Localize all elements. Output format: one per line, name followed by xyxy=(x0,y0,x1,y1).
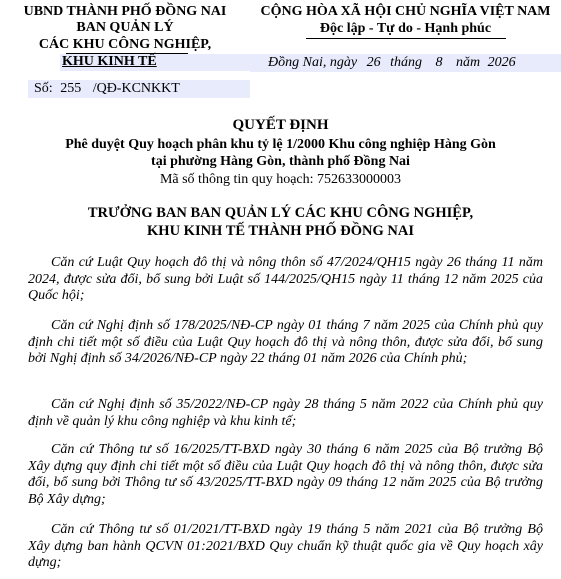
date-year: 2026 xyxy=(487,55,516,70)
planning-code: Mã số thông tin quy hoạch: 752633000003 xyxy=(159,172,402,187)
org-name-line4: KHU KINH TẾ xyxy=(62,54,157,69)
decision-subject-line2: tại phường Hàng Gòn, thành phố Đồng Nai xyxy=(151,154,410,169)
date-month: 8 xyxy=(435,55,443,70)
authority-line1: TRƯỞNG BAN BAN QUẢN LÝ CÁC KHU CÔNG NGHIỆP, xyxy=(87,205,474,221)
decision-subject-line1: Phê duyệt Quy hoạch phân khu tỷ lệ 1/2000 Khu công nghiệp Hàng Gòn xyxy=(65,137,496,152)
org-name-line2: BAN QUẢN LÝ xyxy=(76,20,174,35)
legal-basis-1: Căn cứ Luật Quy hoạch đô thị và nông thôn số 47/2024/QH15 ngày 26 tháng 11 năm 2024, được sửa đổi, bổ sung bởi Luật số 144/2025/QH15 ngày 11 tháng 12 năm 2025 của Quốc hội; xyxy=(28,255,543,303)
doc-number-suffix: /QĐ-KCNKKT xyxy=(92,81,180,96)
doc-number-prefix: Số: xyxy=(34,81,53,96)
national-motto: Độc lập - Tự do - Hạnh phúc xyxy=(319,21,492,36)
date-place: Đồng Nai, ngày xyxy=(268,55,358,70)
legal-basis-3: Căn cứ Nghị định số 35/2022/NĐ-CP ngày 28 tháng 5 năm 2022 của Chính phủ quy định về quản lý khu công nghiệp và khu kinh tế; xyxy=(28,397,543,429)
authority-line2: KHU KINH TẾ THÀNH PHỐ ĐỒNG NAI xyxy=(147,223,414,239)
doc-number-value: 255 xyxy=(60,81,82,96)
legal-basis-4: Căn cứ Thông tư số 16/2025/TT-BXD ngày 30 tháng 6 năm 2025 của Bộ trưởng Bộ Xây dựng quy định chi tiết một số điều của Luật Quy hoạch đô thị và nông thôn, được sửa đổi, bổ sung bởi Thông tư số 43/2025/TT-BXD ngày 09 tháng 12 năm 2025 của Bộ trưởng Bộ Xây dựng; xyxy=(28,442,543,507)
motto-underline xyxy=(306,38,506,39)
country-name: CỘNG HÒA XÃ HỘI CHỦ NGHĨA VIỆT NAM xyxy=(260,4,551,19)
org-name-line3: CÁC KHU CÔNG NGHIỆP, xyxy=(38,37,212,52)
issue-date xyxy=(268,55,516,71)
legal-basis-5: Căn cứ Thông tư số 01/2021/TT-BXD ngày 19 tháng 5 năm 2021 của Bộ trưởng Bộ Xây dựng ban hành QCVN 01:2021/BXD Quy chuẩn kỹ thuật quốc gia về Quy hoạch xây dựng; xyxy=(28,522,543,570)
date-year-label: năm xyxy=(455,55,481,70)
legal-basis-2: Căn cứ Nghị định số 178/2025/NĐ-CP ngày 01 tháng 7 năm 2025 của Chính phủ quy định chi tiết một số điều của Luật Quy hoạch đô thị và nông thôn, được sửa đổi, bổ sung bởi Nghị định số 34/2026/NĐ-CP ngày 22 tháng 01 năm 2026 của Chính phủ; xyxy=(28,318,543,366)
date-month-label: tháng xyxy=(390,55,422,70)
decision-title: QUYẾT ĐỊNH xyxy=(232,117,329,133)
doc-number xyxy=(34,81,180,97)
date-day: 26 xyxy=(366,55,381,70)
org-name-line1: UBND THÀNH PHỐ ĐỒNG NAI xyxy=(23,4,227,19)
